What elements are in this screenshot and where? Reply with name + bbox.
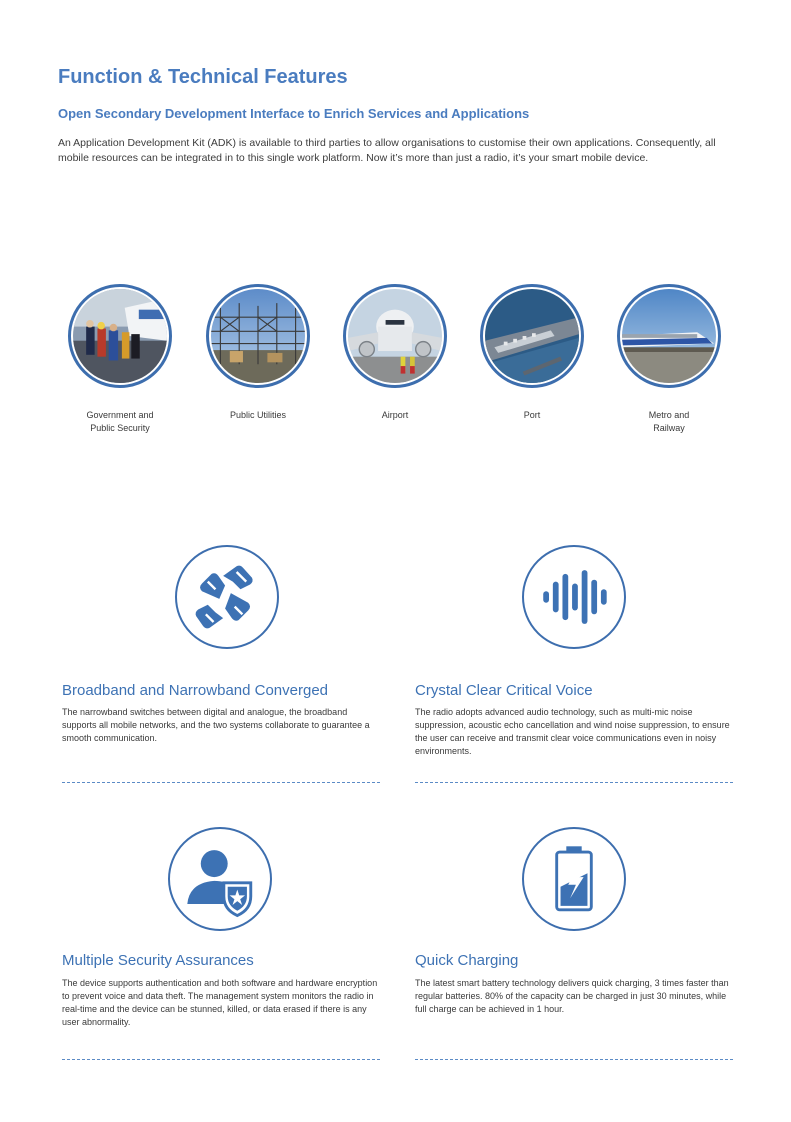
sector-airport [325,284,465,422]
rescue-team-photo [68,284,172,388]
feature-title: Broadband and Narrowband Converged [62,682,329,699]
sector-government [50,284,190,435]
sector-label: Port [523,410,541,420]
feature-description: The radio adopts advanced audio technology, such as multi-mic noise suppression, acoustic echo cancellation and wind noise suppression, to ensure the user can receive and transmit clear voice communications even in noisy environments. [415,707,730,756]
page-subtitle: Open Secondary Development Interface to Enrich Services and Applications [58,106,530,121]
power-substation-photo [206,284,310,388]
sector-label: Government and Public Security [86,410,154,433]
feature-description: The latest smart battery technology delivers quick charging, 3 times faster than regular batteries. 80% of the capacity can be charged in just 30 minutes, while full charge can be achieved in 1 hour. [415,978,729,1014]
sector-label: Public Utilities [229,410,287,420]
dashed-divider [415,1059,733,1060]
airplane-photo [343,284,447,388]
user-shield-icon [168,827,272,931]
dashed-divider [415,782,733,783]
page-title: Function & Technical Features [58,66,348,88]
battery-charging-icon [522,827,626,931]
sector-metro-railway [599,284,739,435]
feature-title: Quick Charging [415,952,519,969]
sector-label: Airport [381,410,409,420]
feature-title: Multiple Security Assurances [62,952,254,969]
feature-description: The narrowband switches between digital and analogue, the broadband supports all mobile networks, and the two systems collaborate to guarantee a smooth communication. [62,707,370,743]
dashed-divider [62,782,380,783]
port-aerial-photo [480,284,584,388]
high-speed-train-photo [617,284,721,388]
sector-label: Metro and Railway [648,410,690,433]
sector-public-utilities [188,284,328,422]
handshake-icon [175,545,279,649]
feature-title: Crystal Clear Critical Voice [415,682,593,699]
dashed-divider [62,1059,380,1060]
sound-wave-icon [522,545,626,649]
intro-paragraph: An Application Development Kit (ADK) is available to third parties to allow organisations to customise their own applications. Consequently, all mobile resources can be integrated in to this single work platform. Now it’s more than just a radio, it’s your smart mobile device. [58,137,716,164]
sector-port [462,284,602,422]
feature-description: The device supports authentication and both software and hardware encryption to prevent voice and data theft. The management system monitors the radio in real-time and the device can be stunned, killed, or data erased if there is any user abnormality. [62,978,378,1027]
